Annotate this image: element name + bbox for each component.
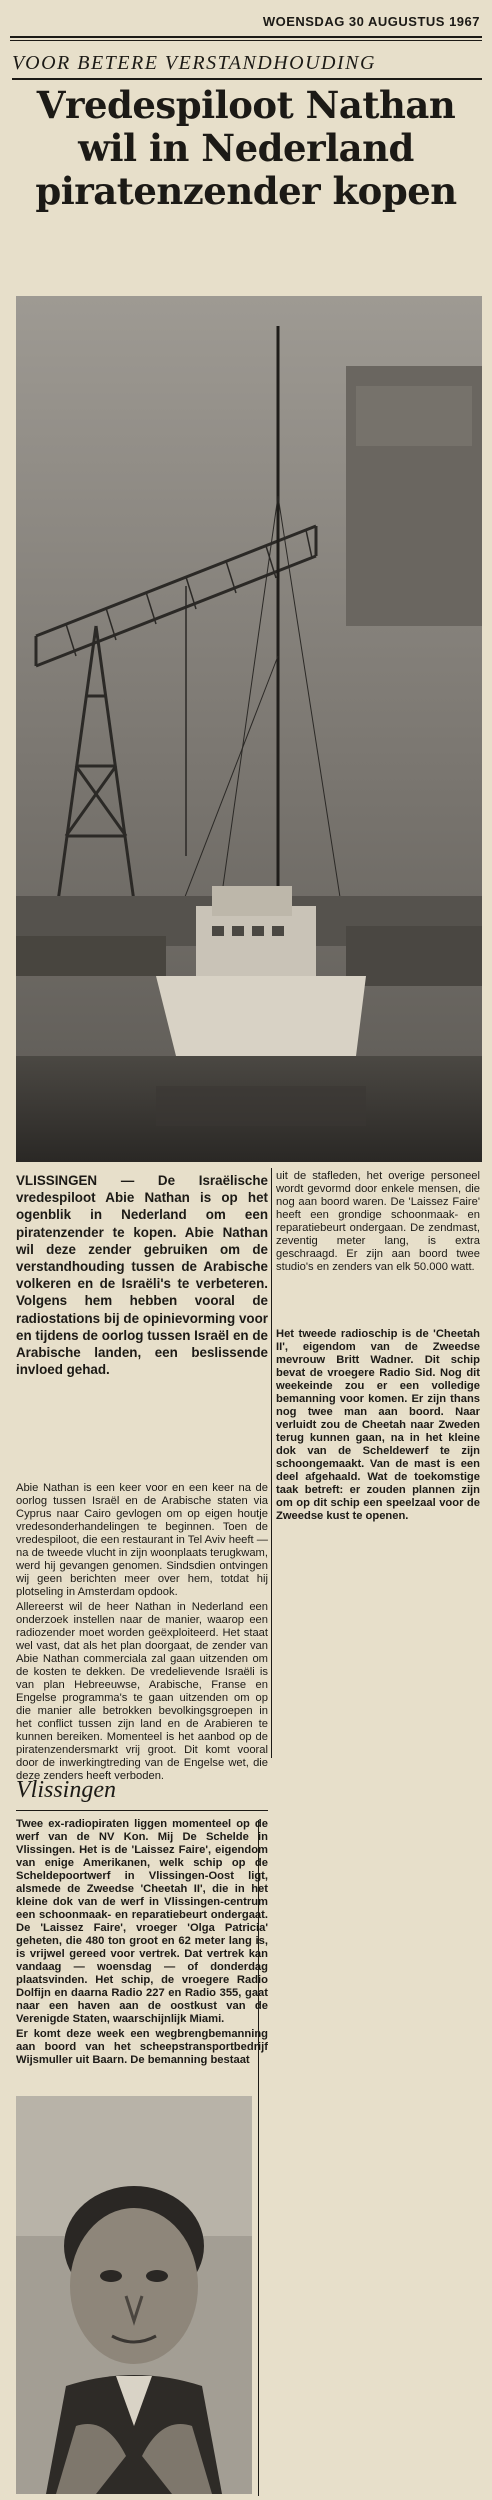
body-right-paragraph-2: Het tweede radioschip is de 'Cheetah II', eigendom van de Zweedse mevrouw Britt Wadner. Dit schip bevat de vroegere Radio Sid. Nog dit weekeinde zou er een volledige bemanning voor komen. Er zijn thans nog twee man aan boord. Naar verluidt zou de Cheetah naar Zweden terug kunnen gaan, na in het kleine dok van de Scheldewerf te zijn schoongemaakt. Van de mast is een deel afgehaald. Wat de toekomstige taak betreft: er zouden plannen zijn om op dit schip een speelzaal voor de Zweedse kust te openen. xyxy=(276,1328,480,1522)
dateline: WOENSDAG 30 AUGUSTUS 1967 xyxy=(262,14,480,29)
ship-photo-illustration xyxy=(16,296,482,1162)
article-kicker: VOOR BETERE VERSTANDHOUDING xyxy=(12,52,376,74)
top-rule xyxy=(10,36,482,38)
kicker-rule xyxy=(12,78,482,80)
body-left-column-2 xyxy=(16,1818,268,2069)
top-rule-thin xyxy=(10,40,482,41)
body-right-paragraph-1: uit de stafleden, het overige personeel wordt gevormd door enkele mensen, die nog aan boord waren. De 'Laissez Faire' heeft een grondige schoonmaak- en reparatiebeurt ondergaan. De zendmast, zeventig meter lang, is extra geschraagd. Er zijn aan boord twee studio's en zenders van elk 50.000 watt. xyxy=(276,1170,480,1273)
column-divider xyxy=(271,1168,272,1758)
subhead-rule xyxy=(16,1810,268,1811)
headline-line-3: piratenzender kopen xyxy=(35,169,457,213)
article-lead: VLISSINGEN — De Israëlische vredespiloot Abie Nathan is op het ogenblik in Nederland om een piratenzender te kopen. Abie Nathan wil deze zender gebruiken om de verstandhouding tussen de Arabische volkeren en de Israëli's te verbeteren. Volgens hem hebben vooral de radiostations bij de opinievorming voor en tijdens de oorlog tussen Israël en de Arabische landen, een beslissende invloed gehad. xyxy=(16,1173,268,1378)
body-paragraph: Abie Nathan is een keer voor en een keer na de oorlog tussen Israël en de Arabische staten via Cyprus naar Cairo gevlogen om op eigen houtje vredesonderhandelingen te beginnen. Toen de vredespiloot, die een restaurant in Tel Aviv heeft — na de tweede vlucht in zijn woonplaats terugkwam, werd hij gevangen genomen. Sindsdien ontvingen wij geen berichten meer over hem, totdat hij plotseling in Amsterdam opdook. xyxy=(16,1482,268,1598)
body-paragraph: Twee ex-radiopiraten liggen momenteel op de werf van de NV Kon. Mij De Schelde in Vlissingen. Het is de 'Laissez Faire', eigendom van enige Amerikanen, welk schip op de Scheldepoortwerf in Vlissingen-Oost ligt, alsmede de Zweedse 'Cheetah II', die in het kleine dok van de werf in Vlissingen-centrum een schoonmaak- en reparatiebeurt ondergaat. De 'Laissez Faire', vroeger 'Olga Patricia' geheten, die 480 ton groot en 62 meter lang is, is vrijwel gereed voor vertrek. Dat vertrek kan vandaag — woensdag — of donderdag plaatsvinden. Het schip, de vroegere Radio Dolfijn en daarna Radio 227 en Radio 355, gaat naar een haven aan de oostkust van de Verenigde Staten, waarschijnlijk Miami. xyxy=(16,1818,268,2025)
section-subhead: Vlissingen xyxy=(16,1777,116,1803)
ship-photo xyxy=(16,296,482,1162)
portrait-photo xyxy=(16,2096,252,2494)
portrait-illustration xyxy=(16,2096,252,2494)
body-paragraph: Allereerst wil de heer Nathan in Nederland een onderzoek instellen naar de manier, waarop een radiozender moet worden geëxploiteerd. Het staat wel vast, dat als het plan doorgaat, de zender van Abie Nathan commerciala zal gaan uitzenden om de kosten te dekken. De vredelievende Israëli is van plan Hebreeuwse, Arabische, Franse en Engelse programma's te gaan uitzenden om op die manier alle betrokken bevolkingsgroepen in het conflict tussen zijn land en de Arabieren te kunnen bereiken. Momenteel is het aanbod op de piratenzendersmarkt vrij groot. Dit komt vooral door de inwerkingtreding van de Engelse wet, die deze zenders heeft verboden. xyxy=(16,1601,268,1782)
headline-line-1: Vredespiloot Nathan xyxy=(36,83,456,127)
body-left-column xyxy=(16,1482,268,1785)
article-headline xyxy=(10,84,482,213)
headline-line-2: wil in Nederland xyxy=(78,126,414,170)
body-paragraph: Er komt deze week een wegbrengbemanning aan boord van het scheepstransportbedrijf Wijsmuller uit Baarn. De bemanning bestaat xyxy=(16,2028,268,2066)
